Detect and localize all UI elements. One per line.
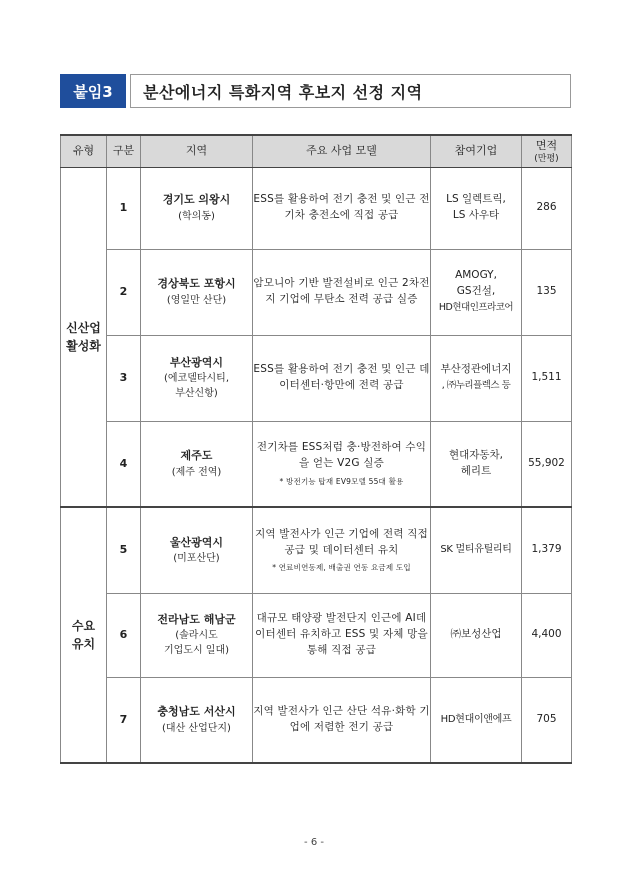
model-text: ESS를 활용하여 전기 충전 및 인근 전기차 충전소에 직접 공급 <box>253 193 430 221</box>
company-line1: 부산정관에너지 <box>440 363 512 376</box>
company-line2: 헤리트 <box>460 464 492 477</box>
company-cell <box>431 507 522 593</box>
row-number: 2 <box>107 249 141 335</box>
company-line1: AMOGY, <box>455 269 497 282</box>
region-cell <box>141 677 253 763</box>
company-line1: LS 일렉트릭, <box>446 193 506 206</box>
company-line2: , ㈜누리플렉스 등 <box>441 380 511 391</box>
group-cell-demand <box>61 507 107 763</box>
page-title: 분산에너지 특화지역 후보지 선정 지역 <box>130 74 571 108</box>
col-header-type: 유형 <box>61 135 107 167</box>
table-row <box>61 167 572 249</box>
company-cell <box>431 167 522 249</box>
region-sub: (대산 산업단지) <box>162 722 231 734</box>
region-cell <box>141 593 253 677</box>
company-line3: HD현대인프라코어 <box>438 301 514 313</box>
area-cell: 135 <box>522 249 572 335</box>
col-header-no: 구분 <box>107 135 141 167</box>
row-number: 5 <box>107 507 141 593</box>
area-cell: 1,379 <box>522 507 572 593</box>
region-sub: (에코델타시티, <box>163 373 230 385</box>
region-sub-line2: 기업도시 일대) <box>163 645 230 657</box>
area-cell: 55,902 <box>522 421 572 507</box>
section-header <box>60 74 571 108</box>
table-row <box>61 249 572 335</box>
company-cell <box>431 677 522 763</box>
row-number: 1 <box>107 167 141 249</box>
region-cell <box>141 167 253 249</box>
model-text: 대규모 태양광 발전단지 인근에 AI데이터센터 유치하고 ESS 및 자체 망을 통해 직접 공급 <box>255 612 428 656</box>
company-line2: GS건설, <box>456 285 496 298</box>
model-cell <box>253 249 431 335</box>
company-line1: SK 멀티유틸리티 <box>440 544 512 556</box>
region-sub: (영일만 산단) <box>166 294 227 306</box>
area-cell: 1,511 <box>522 335 572 421</box>
model-cell <box>253 593 431 677</box>
model-text: 암모니아 기반 발전설비로 인근 2차전지 기업에 무탄소 전력 공급 실증 <box>253 277 430 305</box>
col-header-company: 참여기업 <box>431 135 522 167</box>
region-sub: (솔라시도 <box>175 630 218 642</box>
region-name: 울산광역시 <box>169 535 224 549</box>
model-cell <box>253 677 431 763</box>
group-label-line1: 신산업 <box>66 320 101 335</box>
model-cell <box>253 335 431 421</box>
region-name: 경상북도 포항시 <box>157 277 236 291</box>
table-row <box>61 593 572 677</box>
company-line1: 현대자동차, <box>448 449 504 461</box>
group-label-line1: 수요 <box>71 619 96 633</box>
area-cell: 705 <box>522 677 572 763</box>
model-cell <box>253 421 431 507</box>
region-sub: (제주 전역) <box>171 466 222 478</box>
model-text: 지역 발전사가 인근 산단 석유·화학 기업에 저렴한 전기 공급 <box>253 705 430 733</box>
col-header-model: 주요 사업 모델 <box>253 135 431 167</box>
company-line1: HD현대이앤에프 <box>440 713 512 725</box>
area-cell: 286 <box>522 167 572 249</box>
model-text: 지역 발전사가 인근 기업에 전력 직접공급 및 데이터센터 유치 <box>255 527 428 556</box>
model-cell <box>253 167 431 249</box>
model-note: * 연료비연동제, 배출권 연동 요금제 도입 <box>272 563 411 573</box>
row-number: 6 <box>107 593 141 677</box>
company-line1: ㈜보성산업 <box>450 628 502 641</box>
region-cell <box>141 249 253 335</box>
company-cell <box>431 593 522 677</box>
region-name: 경기도 의왕시 <box>162 193 231 207</box>
area-cell: 4,400 <box>522 593 572 677</box>
company-cell <box>431 249 522 335</box>
model-cell <box>253 507 431 593</box>
model-text: 전기차를 ESS처럼 충·방전하여 수익을 얻는 V2G 실증 <box>256 441 427 470</box>
table-row <box>61 507 572 593</box>
region-cell <box>141 507 253 593</box>
table-header-row <box>61 135 572 167</box>
table-row <box>61 335 572 421</box>
region-name: 부산광역시 <box>169 355 224 369</box>
group-label-line2: 활성화 <box>66 338 101 353</box>
region-sub: (미포산단) <box>173 553 220 564</box>
region-sub-line2: 부산신항) <box>175 388 218 400</box>
region-sub: (학의동) <box>178 210 215 222</box>
group-label-line2: 유치 <box>71 637 96 651</box>
company-cell <box>431 335 522 421</box>
region-name: 충청남도 서산시 <box>157 705 236 718</box>
col-header-region: 지역 <box>141 135 253 167</box>
row-number: 7 <box>107 677 141 763</box>
page-number: - 6 - <box>304 837 324 848</box>
region-cell <box>141 335 253 421</box>
table-row <box>61 421 572 507</box>
company-cell <box>431 421 522 507</box>
region-cell <box>141 421 253 507</box>
company-line2: LS 사우타 <box>452 209 500 221</box>
row-number: 4 <box>107 421 141 507</box>
candidate-regions-table <box>60 134 572 764</box>
table-row <box>61 677 572 763</box>
row-number: 3 <box>107 335 141 421</box>
region-name: 전라남도 해남군 <box>157 612 236 626</box>
attachment-badge: 붙임3 <box>60 74 126 108</box>
col-header-area <box>522 135 572 167</box>
region-name: 제주도 <box>180 449 213 462</box>
group-cell-new-industry <box>61 167 107 507</box>
model-note: * 방전기능 탑재 EV9모델 55대 활용 <box>279 476 404 486</box>
col-header-area-label: 면적 <box>535 138 558 152</box>
model-text: ESS를 활용하여 전기 충전 및 인근 데이터센터·항만에 전력 공급 <box>253 363 430 391</box>
col-header-area-unit: (만평) <box>534 154 559 165</box>
